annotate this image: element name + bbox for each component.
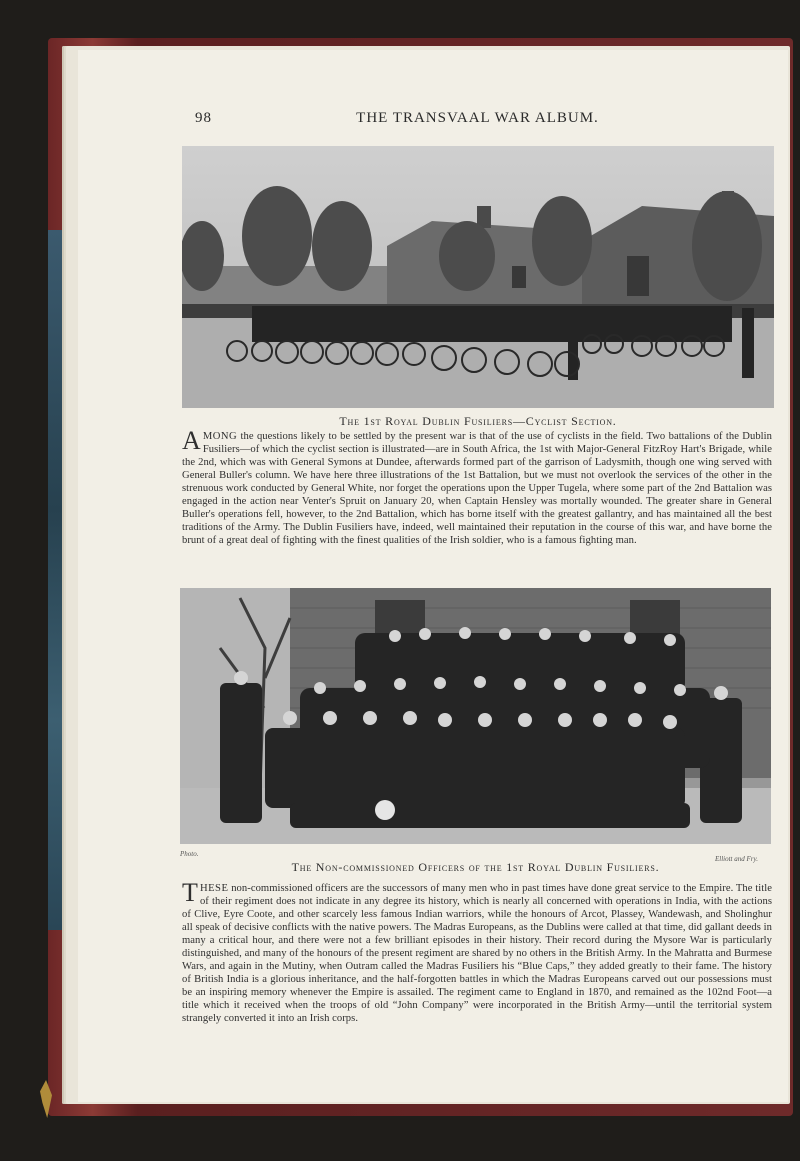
nco-photo-caption: The Non-commissioned Officers of the 1st Royal Dublin Fusiliers. <box>291 860 660 874</box>
running-head <box>180 110 775 130</box>
photo-credit-right: Elliott and Fry. <box>715 855 758 863</box>
cyclist-photo-caption: The 1st Royal Dublin Fusiliers—Cyclist Section. <box>339 414 617 428</box>
drop-cap: T <box>182 878 198 907</box>
lead-word: MONG <box>202 431 238 442</box>
cloth-spine-strip <box>48 230 62 930</box>
cyclist-section-photo <box>182 146 774 408</box>
nco-group-photo <box>180 588 771 844</box>
album-title: THE TRANSVAAL WAR ALBUM. <box>356 110 599 126</box>
photo-credit-left: Photo. <box>180 850 199 858</box>
cyclist-photo-illustration <box>182 146 774 408</box>
page-number: 98 <box>195 110 212 126</box>
paragraph-nco-history <box>182 878 772 1025</box>
drop-cap: A <box>182 426 201 455</box>
paragraph-body: the questions likely to be settled by the present war is that of the use of cyclists in the field. Two battalions of the Dublin Fusiliers—of which the cyclist section is illustrated—are in South Africa, the 1st with Major-General FitzRoy Hart's Brigade, while the 2nd, which was with General Symons at Dundee, afterwards formed part of the garrison of Ladysmith, though one wing served with General Buller's column. We have here three illustrations of the 1st Battalion, but we must not overlook the services of the other in the strenuous work conducted by General White, nor forget the operations upon the Upper Tugela, where some part of the 2nd Battalion was engaged in the action near Venter's Spruit on January 20, when Captain Hensley was mortally wounded. The greater share in General Buller's operations fell, however, to the 2nd Battalion, which has borne itself with the greatest gallantry, and has maintained all the best traditions of the Army. The Dublin Fusiliers have, indeed, well maintained their reputation in the course of this war, and have borne the brunt of a great deal of fighting with the finest qualities of the Irish soldier, who is a famous fighting man. <box>182 431 772 546</box>
paragraph-cyclists <box>182 426 772 547</box>
nco-photo-illustration <box>180 588 771 844</box>
lead-word: HESE <box>199 883 229 894</box>
paragraph-body: non-commissioned officers are the successors of many men who in past times have done great service to the Empire. The title of their regiment does not indicate in any degree its history, which is nearly all concerned with operations in India, with the actions of Clive, Eyre Coote, and other scarcely less famous Indian warriors, while the honours of Arcot, Plassey, Wandewash, and Sholinghur all speak of decisive conflicts with the native powers. The Madras Europeans, as the Dublins were called at that time, did gallant deeds in many a critical hour, and there were not a few brilliant episodes in their history. Their record during the Mysore War is particularly distinguished, and many of the honours of the present regiment are shared by no others in the British Army. In the Mahratta and Burmese Wars, and again in the Mutiny, when Outram called the Madras Fusiliers his “Blue Caps,” they added greatly to their fame. The history of British India is a glorious inheritance, and the half-forgotten battles in which the Madras Europeans carved out our possessions must be an inspiring memory whenever the Empire is assailed. The regiment came to England in 1870, and remained as the 102nd Foot—a title which it received when the troops of old “John Company” were incorporated in the British Army—until the territorial system strangely converted it into an Irish corps. <box>182 883 772 1024</box>
